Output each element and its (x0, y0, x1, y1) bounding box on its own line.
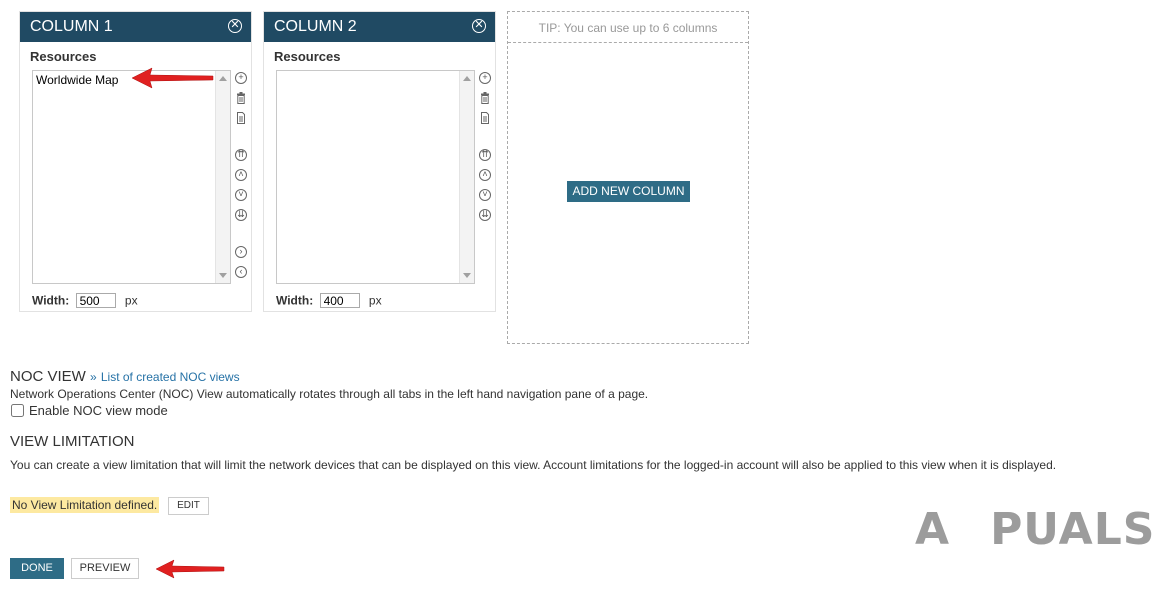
column-2-header (264, 12, 495, 42)
width-unit: px (124, 293, 138, 308)
scroll-down-arrow-icon[interactable] (219, 273, 227, 278)
column-2-title: COLUMN 2 (274, 18, 357, 35)
add-new-column-button[interactable]: ADD NEW COLUMN (567, 181, 690, 202)
preview-button[interactable]: PREVIEW (71, 558, 139, 579)
enable-noc-checkbox[interactable] (11, 404, 24, 417)
move-down-icon[interactable]: ˅ (235, 189, 247, 201)
trash-icon[interactable] (235, 92, 247, 104)
view-limitation-title: VIEW LIMITATION (10, 433, 135, 450)
document-icon[interactable] (235, 112, 247, 124)
noc-description: Network Operations Center (NOC) View automatically rotates through all tabs in the left hand navigation pane of a page. (10, 387, 649, 401)
add-icon[interactable]: + (235, 72, 247, 84)
width-label: Width: (276, 293, 314, 308)
close-icon[interactable]: ✕ (228, 19, 242, 33)
noc-link-prefix: » (90, 370, 97, 384)
red-arrow-icon (130, 66, 215, 90)
scrollbar[interactable] (215, 71, 230, 283)
move-right-icon[interactable]: › (235, 246, 247, 258)
scroll-up-arrow-icon[interactable] (463, 76, 471, 81)
view-limitation-status: No View Limitation defined. (12, 498, 158, 512)
move-top-icon[interactable]: ⇈ (479, 149, 491, 161)
column-1-panel (19, 11, 252, 312)
scroll-up-arrow-icon[interactable] (219, 76, 227, 81)
tip-text: TIP: You can use up to 6 columns (508, 12, 748, 43)
close-icon[interactable]: ✕ (472, 19, 486, 33)
move-top-icon[interactable]: ⇈ (235, 149, 247, 161)
move-up-icon[interactable]: ˄ (235, 169, 247, 181)
column-1-title: COLUMN 1 (30, 18, 113, 35)
done-button[interactable]: DONE (10, 558, 64, 579)
scroll-down-arrow-icon[interactable] (463, 273, 471, 278)
noc-views-list-link[interactable]: List of created NOC views (100, 370, 240, 384)
enable-noc-checkbox-row[interactable] (10, 403, 168, 418)
edit-limitation-button[interactable]: EDIT (168, 497, 209, 515)
scrollbar[interactable] (459, 71, 474, 283)
width-label: Width: (32, 293, 70, 308)
noc-view-title: NOC VIEW (10, 368, 86, 385)
list-item[interactable]: Worldwide Map (36, 73, 119, 87)
trash-icon[interactable] (479, 92, 491, 104)
column-2-resource-list[interactable] (276, 70, 475, 284)
width-row (276, 293, 382, 308)
move-down-icon[interactable]: ˅ (479, 189, 491, 201)
width-row (32, 293, 138, 308)
resources-label: Resources (30, 49, 97, 64)
column-1-resource-list[interactable] (32, 70, 231, 284)
add-icon[interactable]: + (479, 72, 491, 84)
move-bottom-icon[interactable]: ⇊ (479, 209, 491, 221)
document-icon[interactable] (479, 112, 491, 124)
move-bottom-icon[interactable]: ⇊ (235, 209, 247, 221)
add-column-area (507, 11, 749, 344)
resources-label: Resources (274, 49, 341, 64)
move-up-icon[interactable]: ˄ (479, 169, 491, 181)
move-left-icon[interactable]: ‹ (235, 266, 247, 278)
view-limitation-description: You can create a view limitation that will limit the network devices that can be displayed on this view. Account limitations for the logged-in account will also be applied to this view when it is displayed. (10, 458, 1057, 472)
enable-noc-label: Enable NOC view mode (29, 403, 168, 418)
red-arrow-icon (154, 557, 226, 581)
column-1-header (20, 12, 251, 42)
width-input[interactable] (320, 293, 360, 308)
watermark-logo: A PUALS (915, 504, 1156, 555)
column-2-panel (263, 11, 496, 312)
width-unit: px (368, 293, 382, 308)
width-input[interactable] (76, 293, 116, 308)
noc-view-heading (10, 368, 240, 385)
